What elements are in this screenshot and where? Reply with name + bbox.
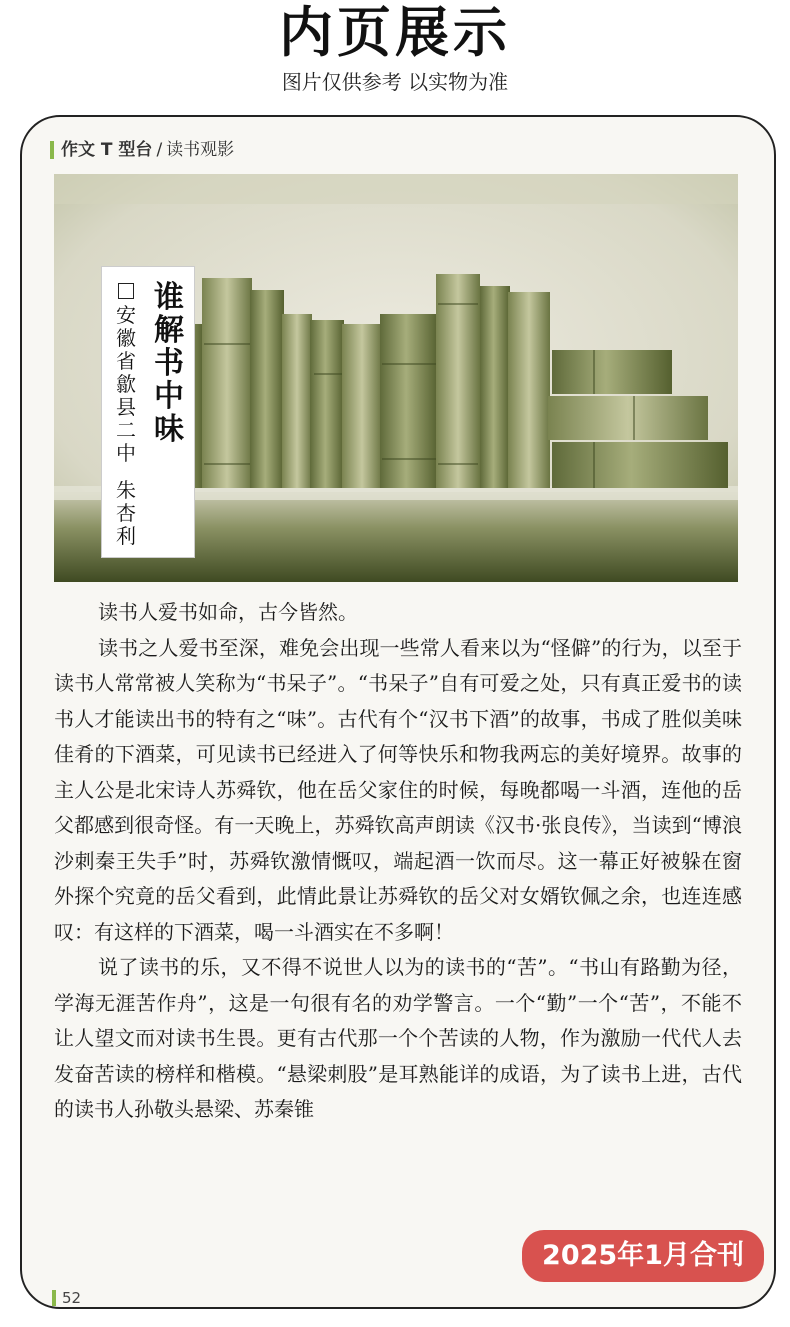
- author-name: 朱杏利: [116, 478, 136, 548]
- author-school: 安徽省歙县二中: [116, 303, 136, 465]
- accent-bar: [52, 1290, 56, 1306]
- byline: [112, 281, 140, 548]
- paragraph: 读书之人爱书至深，难免会出现一些常人看来以为“怪僻”的行为，以至于读书人常常被人笑称为“书呆子”。“书呆子”自有可爱之处，只有真正爱书的读书人才能读出书的特有之“味”。古代有个“汉书下酒”的故事，书成了胜似美味佳肴的下酒菜，可见读书已经进入了何等快乐和物我两忘的美好境界。故事的主人公是北宋诗人苏舜钦，他在岳父家住的时候，每晚都喝一斗酒，连他的岳父都感到很奇怪。有一天晚上，苏舜钦高声朗读《汉书·张良传》，当读到“博浪沙刺秦王失手”时，苏舜钦激情慨叹，端起酒一饮而尽。这一幕正好被躲在窗外探个究竟的岳父看到，此情此景让苏舜钦的岳父对女婿钦佩之余，也连连感叹：有这样的下酒菜，喝一斗酒实在不多啊！: [54, 635, 742, 944]
- square-bullet-icon: [118, 283, 134, 299]
- paragraph: 说了读书的乐，又不得不说世人以为的读书的“苦”。“书山有路勤为径，学海无涯苦作舟”，这是一句很有名的劝学警言。一个“勤”一个“苦”，不能不让人望文而对读书生畏。更有古代那一个个苦读的人物，作为激励一代代人去发奋苦读的榜样和楷模。“悬梁刺股”是耳熟能详的成语，为了读书上进，古代的读书人孙敬头悬梁、苏秦锥: [54, 955, 742, 1121]
- page-heading: 内页展示: [279, 1, 511, 64]
- paragraph: 读书人爱书如命，古今皆然。: [98, 600, 358, 624]
- issue-badge: 2025年1月合刊: [522, 1230, 764, 1282]
- page-number: [52, 1289, 81, 1307]
- bookshelf-watercolor-illustration: [54, 174, 738, 582]
- section-label: 读书观影: [166, 140, 235, 160]
- article-body: [54, 595, 742, 1128]
- column-label: 作文 T 型台: [61, 140, 153, 160]
- article-title: 谁解书中味: [154, 280, 184, 447]
- title-card: [101, 266, 195, 558]
- page-number-text: 52: [62, 1289, 82, 1307]
- book-page-preview: [20, 115, 776, 1309]
- page-subheading: 图片仅供参考 以实物为准: [281, 70, 509, 94]
- accent-bar: [50, 141, 54, 159]
- column-header: [50, 139, 234, 161]
- separator: /: [156, 140, 163, 160]
